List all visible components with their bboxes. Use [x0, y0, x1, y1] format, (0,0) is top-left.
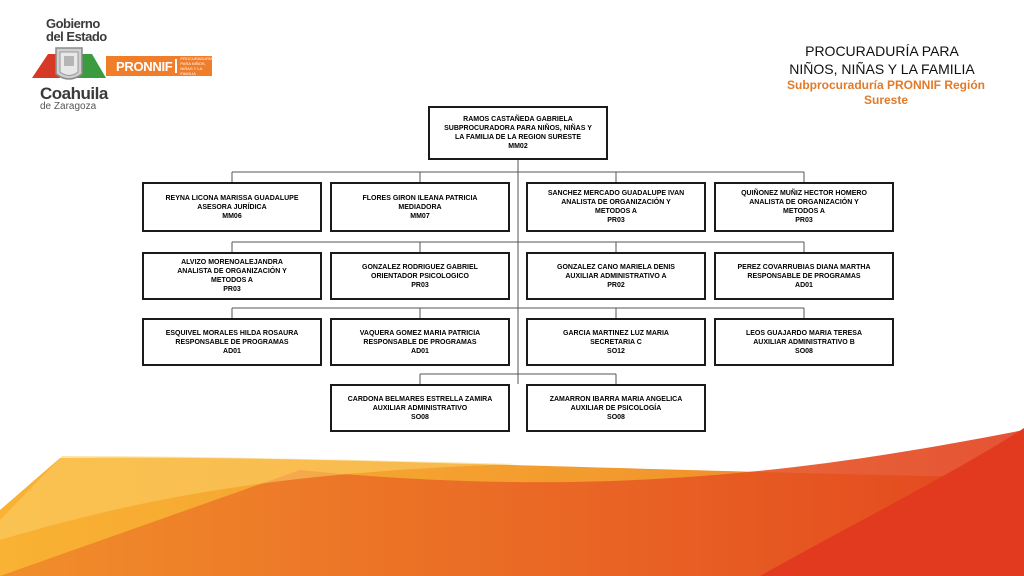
page-title-line1: PROCURADURÍA PARA	[805, 43, 959, 59]
org-node-line: FLORES GIRON ILEANA PATRICIA	[362, 194, 478, 202]
org-node	[526, 252, 706, 300]
org-node-line: MM02	[508, 143, 528, 150]
org-node	[714, 318, 894, 366]
org-node-line: AUXILIAR ADMINISTRATIVO A	[565, 272, 667, 280]
org-node-line: PR03	[223, 286, 241, 293]
org-node-line: PR03	[607, 217, 625, 224]
org-node-line: RAMOS CASTAÑEDA GABRIELA	[463, 116, 573, 123]
org-node-line: METODOS A	[210, 277, 253, 284]
org-node-line: GONZALEZ RODRIGUEZ GABRIEL	[362, 263, 478, 271]
org-node-line: METODOS A	[594, 208, 637, 215]
org-node-line: QUIÑONEZ MUÑIZ HECTOR HOMERO	[741, 190, 867, 197]
org-node-line: ESQUIVEL MORALES HILDA ROSAURA	[165, 329, 299, 337]
org-node-line: AD01	[411, 347, 429, 355]
org-node-line: CARDONA BELMARES ESTRELLA ZAMIRA	[347, 395, 493, 403]
pronnif-logo-text: PRONNIF	[116, 58, 173, 74]
gov-logo-line2: del Estado	[46, 29, 107, 44]
org-node-line: ANALISTA DE ORGANIZACIÓN Y	[177, 268, 287, 275]
org-node	[142, 252, 322, 300]
org-node-line: RESPONSABLE DE PROGRAMAS	[363, 338, 477, 346]
pronnif-logo-subtext: PROCURADURÍA PARA NIÑOS, NIÑAS Y LA FAMILIA	[180, 56, 213, 76]
org-node-line: MEDIADORA	[398, 203, 442, 211]
org-node-line: PR03	[795, 217, 813, 224]
org-node-line: ALVIZO MORENOALEJANDRA	[181, 259, 283, 266]
state-name: Coahuila	[40, 84, 108, 103]
org-node-line: PR02	[607, 281, 625, 289]
org-node-line: MM06	[222, 212, 242, 220]
org-node-line: PR03	[411, 281, 429, 289]
org-node	[142, 182, 322, 232]
org-node-line: REYNA LICONA MARISSA GUADALUPE	[165, 194, 299, 202]
org-node-line: ANALISTA DE ORGANIZACIÓN Y	[561, 199, 671, 206]
org-node	[526, 182, 706, 232]
org-node-line: AD01	[223, 347, 241, 355]
org-node	[714, 182, 894, 232]
page-subtitle	[776, 78, 996, 108]
org-node	[526, 384, 706, 432]
org-node	[330, 318, 510, 366]
org-node-root	[428, 106, 608, 160]
org-node	[142, 318, 322, 366]
org-node-line: PEREZ COVARRUBIAS DIANA MARTHA	[737, 263, 871, 271]
page-subtitle-line2: Sureste	[863, 93, 909, 107]
pronnif-logo	[106, 56, 212, 76]
org-node-line: LEOS GUAJARDO MARIA TERESA	[745, 329, 863, 337]
org-node-line: AUXILIAR ADMINISTRATIVO	[372, 404, 468, 412]
org-node-line: GONZALEZ CANO MARIELA DENIS	[557, 263, 675, 271]
org-node-line: SO08	[607, 413, 625, 421]
state-subname: de Zaragoza	[40, 101, 97, 112]
org-node-line: ZAMARRON IBARRA MARIA ANGELICA	[549, 395, 683, 403]
pronnif-logo-divider	[175, 59, 177, 73]
org-node-line: SO08	[411, 413, 429, 421]
org-node-line: RESPONSABLE DE PROGRAMAS	[175, 338, 289, 346]
org-node	[330, 384, 510, 432]
org-node-line: SO08	[795, 347, 813, 355]
org-node-line: ORIENTADOR PSICOLOGICO	[371, 272, 469, 280]
org-node-line: SO12	[607, 347, 625, 355]
org-node-line: ASESORA JURÍDICA	[197, 203, 267, 211]
org-node-line: ANALISTA DE ORGANIZACIÓN Y	[749, 199, 859, 206]
org-node	[330, 252, 510, 300]
org-node-line: SECRETARIA C	[590, 338, 642, 346]
org-node-line: METODOS A	[782, 208, 825, 215]
gov-logo-line1: Gobierno	[46, 16, 100, 31]
page-subtitle-line1: Subprocuraduría PRONNIF Región	[786, 78, 985, 92]
coat-of-arms-icon	[30, 44, 108, 84]
org-node-line: RESPONSABLE DE PROGRAMAS	[747, 272, 861, 280]
page-title-line2: NIÑOS, NIÑAS Y LA FAMILIA	[789, 61, 975, 77]
org-node-line: SUBPROCURADORA PARA NIÑOS, NIÑAS Y	[444, 125, 592, 132]
org-node-line: VAQUERA GOMEZ MARIA PATRICIA	[359, 329, 481, 337]
org-node-line: MM07	[410, 212, 430, 220]
org-node-line: AUXILIAR ADMINISTRATIVO B	[753, 338, 855, 346]
org-node-line: AD01	[795, 281, 813, 289]
org-node-line: AUXILIAR DE PSICOLOGÍA	[570, 404, 662, 412]
org-node-line: GARCIA MARTINEZ LUZ MARIA	[563, 329, 669, 337]
page-title	[772, 42, 992, 78]
org-node	[714, 252, 894, 300]
org-node-line: SANCHEZ MERCADO GUADALUPE IVAN	[547, 190, 685, 197]
org-node	[330, 182, 510, 232]
org-node-line: LA FAMILIA DE LA REGION SURESTE	[454, 134, 581, 141]
org-node-root-text	[444, 115, 592, 151]
org-node	[526, 318, 706, 366]
